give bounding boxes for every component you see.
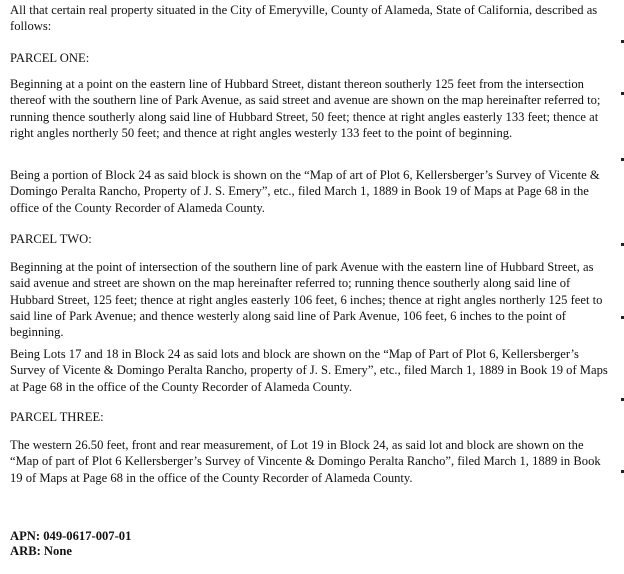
parcel-one-block-reference: Being a portion of Block 24 as said block is shown on the “Map of art of Plot 6, Kellersberger’s Survey of Vicente & Domingo Peralta Rancho, Property of J. S. Emery”, etc., filed March 1, 1889 in Book 19 of Maps at Page 68 in the office of the County Recorder of Alameda County. — [10, 168, 600, 215]
parcel-three-description: The western 26.50 feet, front and rear measurement, of Lot 19 in Block 24, as said lot and block are shown on the “Map of part of Plot 6 Kellersberger’s Survey of Vincente & Domingo Peralta Rancho”, filed March 1, 1889 in Book 19 of Maps at Page 68 in the office of the County Recorder of Alameda County. — [10, 438, 601, 485]
parcel-two-heading: PARCEL TWO: — [10, 232, 92, 246]
apn-number: APN: 049-0617-007-01 — [10, 529, 132, 543]
intro-paragraph: All that certain real property situated in the City of Emeryville, County of Alameda, State of California, described as follows: — [10, 3, 598, 34]
parcel-two-description: Beginning at the point of intersection of the southern line of park Avenue with the eastern line of Hubbard Street, as said avenue and street are shown on the map hereinafter referred to; running thence southerly along said line of Hubbard Street, 125 feet; thence at right angles easterly 106 feet, 6 inches; thence at right angles northerly 125 feet to said line of Park Avenue; and thence westerly along said line of Park Avenue, 106 feet, 6 inches to the point of beginning. — [10, 260, 603, 340]
parcel-one-description: Beginning at a point on the eastern line of Hubbard Street, distant thereon southerly 125 feet from the intersection thereof with the southern line of Park Avenue, as said street and avenue are shown on the map hereinafter referred to; running thence southerly along said line of Hubbard Street, 50 feet; thence at right angles easterly 133 feet; thence at right angles northerly 50 feet; and thence at right angles westerly 133 feet to the point of beginning. — [10, 77, 601, 140]
arb-value: ARB: None — [10, 544, 72, 558]
parcel-two-lots-reference: Being Lots 17 and 18 in Block 24 as said lots and block are shown on the “Map of Part of Plot 6, Kellersberger’s Survey of Vicente & Domingo Peralta Rancho, property of J. S. Emery”, etc., filed March 1, 1889 in Book 19 of Maps at Page 68 in the office of the County Recorder of Alameda County. — [10, 347, 608, 394]
parcel-one-heading: PARCEL ONE: — [10, 51, 90, 65]
parcel-three-heading: PARCEL THREE: — [10, 410, 104, 424]
